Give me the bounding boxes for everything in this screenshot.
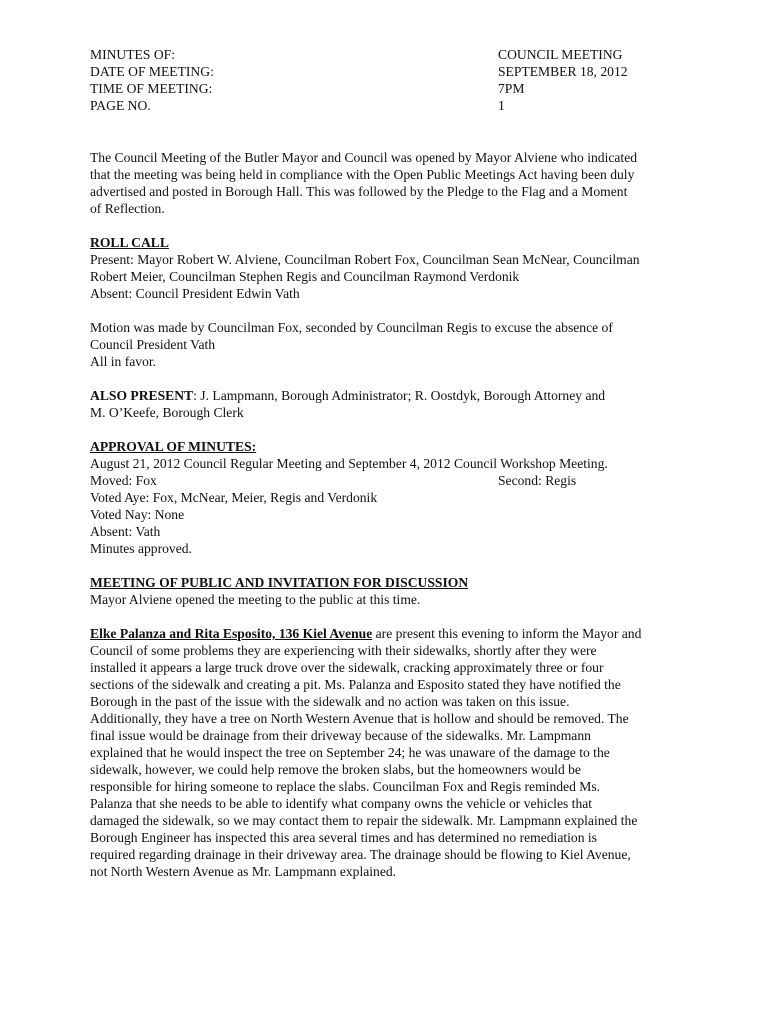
paragraph-line: Present: Mayor Robert W. Alviene, Councilman Robert Fox, Councilman Sean McNear, Councilman <box>90 252 640 267</box>
header-value: 7PM <box>498 81 525 96</box>
paragraph-line: Borough in the past of the issue with the sidewalk and no action was taken on this issue. <box>90 694 570 709</box>
paragraph-line: sections of the sidewalk and creating a pit. Ms. Palanza and Esposito stated they have notified the <box>90 677 621 692</box>
approval-result: Minutes approved. <box>90 541 192 556</box>
paragraph-line: of Reflection. <box>90 201 165 216</box>
paragraph-line: responsible for hiring someone to replace the slabs. Councilman Fox and Regis reminded Ms. <box>90 779 601 794</box>
header-row-time <box>90 80 685 97</box>
palanza-section <box>90 625 685 880</box>
paragraph-line: not North Western Avenue as Mr. Lampmann explained. <box>90 864 397 879</box>
also-present-label: ALSO PRESENT <box>90 388 194 403</box>
second-by: Second: Regis <box>498 473 577 488</box>
header-row-date <box>90 63 685 80</box>
paragraph-line: advertised and posted in Borough Hall. This was followed by the Pledge to the Flag and a Moment <box>90 184 628 199</box>
moved-second-row <box>90 472 685 489</box>
header-row-minutes-of <box>90 46 685 63</box>
paragraph-line: Borough Engineer has inspected this area several times and has determined no remediation is <box>90 830 597 845</box>
header-label: TIME OF MEETING: <box>90 81 213 96</box>
header-label: PAGE NO. <box>90 98 151 113</box>
paragraph-line: Council of some problems they are experiencing with their sidewalks, shortly after they were <box>90 643 597 658</box>
paragraph-line <box>90 387 685 404</box>
speaker-name: Elke Palanza and Rita Esposito, 136 Kiel Avenue <box>90 626 373 641</box>
paragraph-line: damaged the sidewalk, so we may contact them to repair the sidewalk. Mr. Lampmann explained the <box>90 813 638 828</box>
paragraph-line: Palanza that she needs to be able to identify what company owns the vehicle or vehicles that <box>90 796 593 811</box>
paragraph-line: Mayor Alviene opened the meeting to the public at this time. <box>90 592 421 607</box>
paragraph-line: The Council Meeting of the Butler Mayor and Council was opened by Mayor Alviene who indicated <box>90 150 638 165</box>
paragraph-line: final issue would be drainage from their driveway because of the sidewalks. Mr. Lampmann <box>90 728 591 743</box>
paragraph-line: Robert Meier, Councilman Stephen Regis and Councilman Raymond Verdonik <box>90 269 520 284</box>
also-present-text: : J. Lampmann, Borough Administrator; R. Oostdyk, Borough Attorney and <box>193 388 606 403</box>
paragraph-line: Absent: Council President Edwin Vath <box>90 286 300 301</box>
public-section <box>90 574 685 608</box>
motion-section <box>90 319 685 370</box>
minutes-header <box>90 46 685 114</box>
section-heading: ROLL CALL <box>90 235 169 250</box>
paragraph-line: explained that he would inspect the tree on September 24; he was unaware of the damage to the <box>90 745 610 760</box>
absent: Absent: Vath <box>90 524 161 539</box>
header-row-page <box>90 97 685 114</box>
roll-call-section <box>90 234 685 302</box>
section-heading: APPROVAL OF MINUTES: <box>90 439 257 454</box>
header-label: MINUTES OF: <box>90 47 175 62</box>
header-value: 1 <box>498 98 505 113</box>
paragraph-line: All in favor. <box>90 354 157 369</box>
paragraph-line: that the meeting was being held in compliance with the Open Public Meetings Act having been duly <box>90 167 635 182</box>
document-page <box>90 46 685 880</box>
header-value: SEPTEMBER 18, 2012 <box>498 64 628 79</box>
paragraph-line: August 21, 2012 Council Regular Meeting and September 4, 2012 Council Workshop Meeting. <box>90 456 608 471</box>
paragraph-line: sidewalk, however, we could help remove the broken slabs, but the homeowners would be <box>90 762 581 777</box>
paragraph-line: Motion was made by Councilman Fox, seconded by Councilman Regis to excuse the absence of <box>90 320 613 335</box>
voted-aye: Voted Aye: Fox, McNear, Meier, Regis and Verdonik <box>90 490 378 505</box>
paragraph-line: M. O’Keefe, Borough Clerk <box>90 405 244 420</box>
paragraph-line: Additionally, they have a tree on North Western Avenue that is hollow and should be removed. The <box>90 711 629 726</box>
paragraph-line: installed it appears a large truck drove over the sidewalk, cracking approximately three or four <box>90 660 604 675</box>
moved-by: Moved: Fox <box>90 473 157 488</box>
section-heading: MEETING OF PUBLIC AND INVITATION FOR DISCUSSION <box>90 575 469 590</box>
header-label: DATE OF MEETING: <box>90 64 214 79</box>
paragraph-line: Council President Vath <box>90 337 216 352</box>
voted-nay: Voted Nay: None <box>90 507 185 522</box>
approval-section <box>90 438 685 557</box>
paragraph-line <box>90 625 685 642</box>
paragraph-line: required regarding drainage in their driveway area. The drainage should be flowing to Kiel Avenue, <box>90 847 631 862</box>
also-present-section <box>90 387 685 421</box>
intro-paragraph <box>90 149 685 217</box>
header-value: COUNCIL MEETING <box>498 47 623 62</box>
speaker-text: are present this evening to inform the Mayor and <box>372 626 642 641</box>
